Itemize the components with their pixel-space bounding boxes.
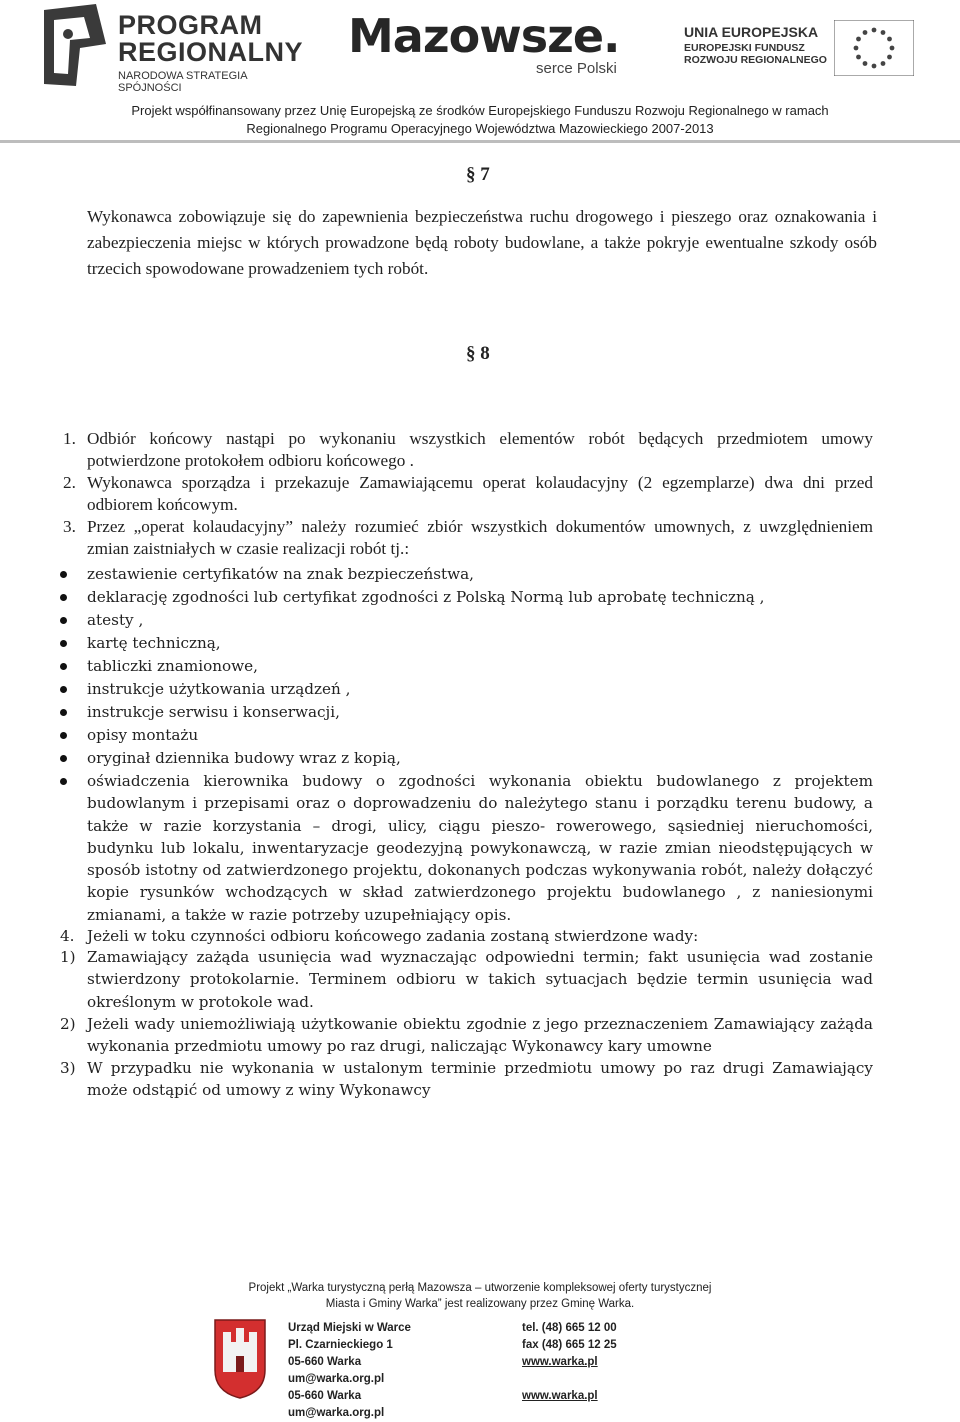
cofunding-line2: Regionalnego Programu Operacyjnego Województwa Mazowieckiego 2007-2013 bbox=[246, 121, 714, 136]
footer-www-link[interactable]: www.warka.pl bbox=[522, 1356, 598, 1368]
footer-fax: fax (48) 665 12 25 bbox=[522, 1339, 617, 1351]
footer-project-line2: Miasta i Gminy Warka” jest realizowany przez Gminę Warka. bbox=[325, 1298, 635, 1310]
mazowsze-wordmark: Mazowsze. bbox=[348, 9, 620, 63]
footer-contacts bbox=[522, 1320, 617, 1405]
point-2-number: 2. bbox=[63, 473, 76, 492]
list-item bbox=[87, 678, 873, 700]
list-item bbox=[87, 747, 873, 769]
program-regionalny-emblem-icon bbox=[40, 4, 110, 86]
point-4-text: Jeżeli w toku czynności odbioru końcowego zadania zostaną stwierdzone wady: bbox=[87, 927, 699, 945]
subpoint-3-text: W przypadku nie wykonania w ustalonym terminie przedmiotu umowy po raz drugi Zamawiający może odstąpić od umowy z winy Wykonawcy bbox=[87, 1059, 873, 1100]
eu-flag-icon bbox=[834, 20, 914, 76]
footer-tel: tel. (48) 665 12 00 bbox=[522, 1322, 617, 1334]
program-title-line2: REGIONALNY bbox=[118, 37, 304, 67]
bullet-icon bbox=[60, 617, 67, 624]
subpoint-1 bbox=[60, 946, 873, 1013]
footer-www-link-dup[interactable]: www.warka.pl bbox=[522, 1390, 598, 1402]
list-item-text: opisy montażu bbox=[87, 726, 199, 744]
point-2 bbox=[63, 472, 873, 516]
point-3-text: Przez „operat kolaudacyjny” należy rozumieć zbiór wszystkich dokumentów umownych, z uwzględnieniem zmian zaistniałych w czasie realizacji robót tj.: bbox=[87, 517, 873, 558]
footer-project-line1: Projekt „Warka turystyczną perłą Mazowsza – utworzenie kompleksowej oferty turystycznej bbox=[248, 1282, 712, 1294]
bullet-icon bbox=[60, 732, 67, 739]
list-item-text: instrukcje serwisu i konserwacji, bbox=[87, 703, 340, 721]
page-header bbox=[0, 0, 960, 140]
list-item bbox=[87, 724, 873, 746]
cofunding-line1: Projekt współfinansowany przez Unię Europejską ze środków Europejskiego Funduszu Rozwoju Regionalnego w ramach bbox=[131, 103, 829, 118]
list-item bbox=[87, 609, 873, 631]
subpoint-3-number: 3) bbox=[60, 1059, 76, 1077]
bullet-icon bbox=[60, 663, 67, 670]
list-item bbox=[87, 655, 873, 677]
list-item-text: kartę techniczną, bbox=[87, 634, 221, 652]
eu-fund-line2: ROZWOJU REGIONALNEGO bbox=[684, 54, 827, 66]
eu-title: UNIA EUROPEJSKA bbox=[684, 24, 819, 40]
point-1-text: Odbiór końcowy nastąpi po wykonaniu wszystkich elementów robót będących przedmiotem umowy potwierdzone protokołem odbioru końcowego . bbox=[87, 429, 873, 470]
footer-email-dup: um@warka.org.pl bbox=[288, 1407, 385, 1419]
eu-fund-line1: EUROPEJSKI FUNDUSZ bbox=[684, 42, 805, 54]
bullet-icon bbox=[60, 571, 67, 578]
eu-logo bbox=[684, 20, 924, 80]
list-item bbox=[87, 632, 873, 654]
footer-address bbox=[288, 1320, 411, 1422]
footer-street: Pl. Czarnieckiego 1 bbox=[288, 1339, 393, 1351]
point-4-number: 4. bbox=[60, 927, 75, 945]
list-item bbox=[87, 586, 873, 608]
subpoint-1-text: Zamawiający zażąda usunięcia wad wyznaczając odpowiedni termin; fakt usunięcia wad zostanie stwierdzony protokolarnie. Terminem odbioru w takich sytuacjach będzie termin usunięcia wad określonym w protokole wad. bbox=[87, 948, 873, 1011]
bullet-icon bbox=[60, 755, 67, 762]
point-4 bbox=[60, 925, 873, 947]
subpoint-1-number: 1) bbox=[60, 948, 76, 966]
header-divider bbox=[0, 140, 960, 143]
program-subtitle: NARODOWA STRATEGIA SPÓJNOŚCI bbox=[118, 70, 247, 94]
warka-coat-of-arms-icon bbox=[213, 1318, 267, 1400]
list-item-text: instrukcje użytkowania urządzeń , bbox=[87, 680, 351, 698]
bullet-icon bbox=[60, 778, 67, 785]
point-3 bbox=[63, 516, 873, 560]
program-title-line1: PROGRAM bbox=[118, 10, 263, 40]
subpoint-2-text: Jeżeli wady uniemożliwiają użytkowanie obiektu zgodnie z jego przeznaczeniem Zamawiający zażąda wykonania przedmiotu umowy po raz drugi, naliczając Wykonawcy kary umowne bbox=[87, 1015, 873, 1056]
page-footer bbox=[0, 1276, 960, 1419]
bullet-icon bbox=[60, 640, 67, 647]
list-item-text: tabliczki znamionowe, bbox=[87, 657, 258, 675]
footer-spacer bbox=[522, 1371, 617, 1388]
list-item bbox=[87, 770, 873, 926]
bullet-icon bbox=[60, 709, 67, 716]
footer-postcode: 05-660 Warka bbox=[288, 1356, 362, 1368]
point-1 bbox=[63, 428, 873, 472]
point-3-number: 3. bbox=[63, 517, 76, 536]
subpoint-3 bbox=[60, 1057, 873, 1102]
list-item-text: zestawienie certyfikatów na znak bezpieczeństwa, bbox=[87, 565, 475, 583]
bullet-icon bbox=[60, 594, 67, 601]
point-1-number: 1. bbox=[63, 429, 76, 448]
point-2-text: Wykonawca sporządza i przekazuje Zamawiającemu operat kolaudacyjny (2 egzemplarze) dwa dni przed odbiorem końcowym. bbox=[87, 473, 873, 514]
mazowsze-logo bbox=[348, 8, 638, 86]
mazowsze-tagline: serce Polski bbox=[536, 60, 617, 77]
bullet-icon bbox=[60, 686, 67, 693]
list-item-text: oryginał dziennika budowy wraz z kopią, bbox=[87, 749, 401, 767]
subpoint-2-number: 2) bbox=[60, 1015, 76, 1033]
footer-postcode-dup: 05-660 Warka bbox=[288, 1390, 362, 1402]
section-7-text: Wykonawca zobowiązuje się do zapewnienia bezpieczeństwa ruchu drogowego i pieszego oraz oznakowania i zabezpieczenia miejsc w których prowadzone będą roboty budowlane, a także pokryje ewentualne szkody osób trzecich spowodowane prowadzeniem tych robót. bbox=[87, 207, 877, 278]
list-item-text: oświadczenia kierownika budowy o zgodności wykonania obiektu budowlanego z projektem budowlanym i przepisami oraz o doprowadzeniu do należytego stanu i porządku terenu budowy, a także w razie korzystania – drogi, ulicy, ciągu pieszo- rowerowego, sąsiedniej nieruchomości, budynku lub lokalu, inwentaryzacje geodezyjną powykonawczą, w razie zmian nieodstępujących w sposób istotny od zatwierdzonego projektu, dokonanych podczas wykonywania robót, należy dołączyć kopie rysunków wchodzących w skład zatwierdzonego projektu budowlanego , z naniesionymi zmianami, a także w razie potrzeby uzupełniający opis. bbox=[87, 772, 873, 924]
footer-email: um@warka.org.pl bbox=[288, 1373, 385, 1385]
footer-office: Urząd Miejski w Warce bbox=[288, 1322, 411, 1334]
list-item bbox=[87, 701, 873, 723]
program-regionalny-logo bbox=[40, 4, 310, 94]
section-8-heading: § 8 bbox=[466, 343, 490, 364]
list-item-text: atesty , bbox=[87, 611, 144, 629]
footer-project-note bbox=[0, 1280, 960, 1312]
subpoint-2 bbox=[60, 1013, 873, 1058]
list-item-text: deklarację zgodności lub certyfikat zgodności z Polską Normą lub aprobatę techniczną , bbox=[87, 588, 765, 606]
section-7-heading: § 7 bbox=[466, 164, 490, 185]
list-item bbox=[87, 563, 873, 585]
cofunding-notice bbox=[0, 102, 960, 138]
